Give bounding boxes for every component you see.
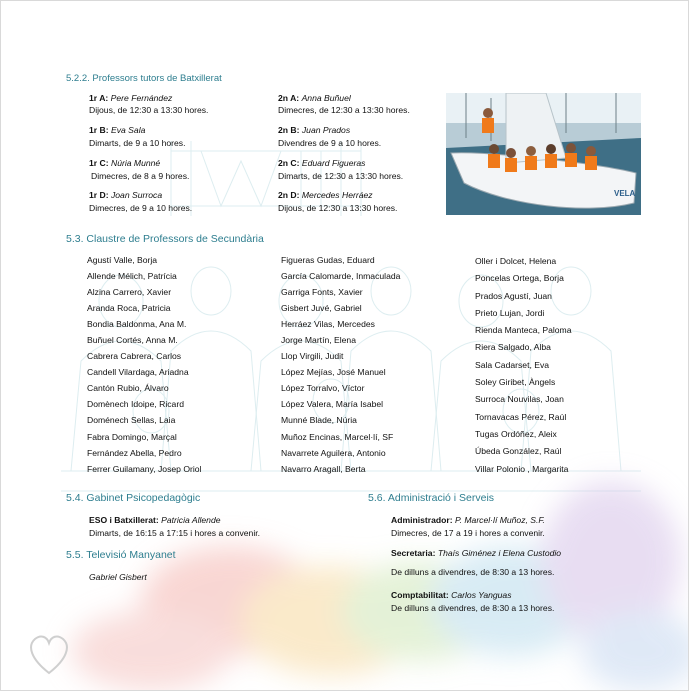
list-item: Alzina Carrero, Xavier xyxy=(87,287,172,298)
tutor-1b-schedule: Dimarts, de 9 a 10 hores. xyxy=(89,138,186,148)
list-item: Jorge Martín, Elena xyxy=(281,335,356,346)
tutor-2b: 2n B: Juan Prados xyxy=(278,125,351,135)
televisio-heading: 5.5. Televisió Manyanet xyxy=(66,549,176,561)
list-item: Aranda Roca, Patricia xyxy=(87,303,171,314)
list-item: Buñuel Cortés, Anna M. xyxy=(87,335,178,346)
list-item: Oller i Dolcet, Helena xyxy=(475,256,557,266)
tutor-2a: 2n A: Anna Buñuel xyxy=(278,93,351,103)
tutor-2c: 2n C: Eduard Figueras xyxy=(278,158,366,168)
list-item: López Torralvo, Víctor xyxy=(281,383,365,394)
list-item: Agustí Valle, Borja xyxy=(87,255,158,265)
gabinet-contact: ESO i Batxillerat: Patricia Allende xyxy=(89,515,221,525)
admin-contact: Administrador: P. Marcel·lí Muñoz, S.F. xyxy=(391,515,545,525)
list-item: Doménech Sellas, Laia xyxy=(87,415,176,426)
list-item: Ferrer Guilamany, Josep Oriol xyxy=(87,463,202,474)
list-item: Fabra Domingo, Marçal xyxy=(87,431,177,442)
list-item: Munné Blade, Núria xyxy=(281,415,357,426)
list-item: Bondia Baldonma, Ana M. xyxy=(87,319,187,330)
list-item: Prados Agustí, Juan xyxy=(475,290,552,301)
list-item: Tugas Ordóñez, Aleix xyxy=(475,428,557,439)
list-item: Cantón Rubio, Álvaro xyxy=(87,383,169,394)
claustre-column-2 xyxy=(281,252,400,477)
televisio-name: Gabriel Gisbert xyxy=(89,572,147,582)
admin-schedule: Dimecres, de 17 a 19 i hores a convenir. xyxy=(391,528,545,538)
tutor-1d-schedule: Dimecres, de 9 a 10 hores. xyxy=(89,203,193,213)
list-item: Candell Vilardaga, Ariadna xyxy=(87,367,189,378)
list-item: Villar Polonio , Margarita xyxy=(475,463,569,474)
tutor-1c: 1r C: Núria Munné xyxy=(89,158,161,168)
tutor-2d-schedule: Dijous, de 12:30 a 13:30 hores. xyxy=(278,203,398,213)
list-item: López Valera, María Isabel xyxy=(281,399,384,410)
claustre-column-3 xyxy=(475,253,572,478)
tutors-heading: 5.2.2. Professors tutors de Batxillerat xyxy=(66,73,222,84)
list-item: Allende Mélich, Patrícia xyxy=(87,271,177,282)
list-item: Prieto Lujan, Jordi xyxy=(475,307,545,318)
list-item: Navarro Aragall, Berta xyxy=(281,463,366,474)
comptabilitat-contact: Comptabilitat: Carlos Yanguas xyxy=(391,590,512,600)
secretaria-schedule: De dilluns a divendres, de 8:30 a 13 hores. xyxy=(391,567,555,577)
list-item: García Calomarde, Inmaculada xyxy=(281,271,401,282)
administracio-heading: 5.6. Administració i Serveis xyxy=(368,492,495,504)
list-item: Riera Salgado, Alba xyxy=(475,342,551,353)
list-item: Navarrete Aguilera, Antonio xyxy=(281,447,386,458)
claustre-column-1 xyxy=(87,252,201,477)
list-item: Soley Giribet, Àngels xyxy=(475,377,556,388)
list-item: Sala Cadarset, Eva xyxy=(475,359,550,370)
list-item: Tornavacas Pérez, Raúl xyxy=(475,411,567,422)
list-item: Figueras Gudas, Eduard xyxy=(281,255,375,265)
list-item: Domènech Idoipe, Ricard xyxy=(87,399,184,410)
tutor-2c-schedule: Dimarts, de 12:30 a 13:30 hores. xyxy=(278,171,404,181)
gabinet-heading: 5.4. Gabinet Psicopedagògic xyxy=(66,492,201,504)
tutor-1b: 1r B: Eva Sala xyxy=(89,125,146,135)
list-item: Garriga Fonts, Xavier xyxy=(281,287,363,298)
list-item: Muñoz Encinas, Marcel·lí, SF xyxy=(281,431,394,442)
secretaria-contact: Secretaria: Thaís Giménez i Elena Custodio xyxy=(391,548,562,558)
list-item: Úbeda González, Raúl xyxy=(475,446,562,457)
tutor-1d: 1r D: Joan Surroca xyxy=(89,190,163,200)
tutor-2b-schedule: Divendres de 9 a 10 hores. xyxy=(278,138,382,148)
list-item: López Mejías, José Manuel xyxy=(281,367,386,378)
tutor-1a-schedule: Dijous, de 12:30 a 13:30 hores. xyxy=(89,105,209,115)
gabinet-schedule: Dimarts, de 16:15 a 17:15 i hores a convenir. xyxy=(89,528,261,538)
list-item: Poncelas Ortega, Borja xyxy=(475,273,564,284)
list-item: Gisbert Juvé, Gabriel xyxy=(281,303,362,314)
list-item: Surroca Nouvilas, Joan xyxy=(475,394,564,405)
claustre-heading: 5.3. Claustre de Professors de Secundària xyxy=(66,233,264,245)
sailing-photo xyxy=(446,93,641,215)
list-item: Cabrera Cabrera, Carlos xyxy=(87,351,182,362)
list-item: Herráez Vilas, Mercedes xyxy=(281,319,375,330)
tutor-1c-schedule: Dimecres, de 8 a 9 hores. xyxy=(91,171,190,181)
tutor-1a: 1r A: Pere Fernández xyxy=(89,93,173,103)
sail-text: VELA xyxy=(614,189,636,198)
tutor-2a-schedule: Dimecres, de 12:30 a 13:30 hores. xyxy=(278,105,410,115)
tutor-2d: 2n D: Mercedes Herráez xyxy=(278,190,373,200)
list-item: Llop Virgili, Judit xyxy=(281,351,344,362)
comptabilitat-schedule: De dilluns a divendres, de 8:30 a 13 hores. xyxy=(391,603,555,613)
list-item: Fernández Abella, Pedro xyxy=(87,447,182,458)
list-item: Rienda Manteca, Paloma xyxy=(475,325,572,336)
